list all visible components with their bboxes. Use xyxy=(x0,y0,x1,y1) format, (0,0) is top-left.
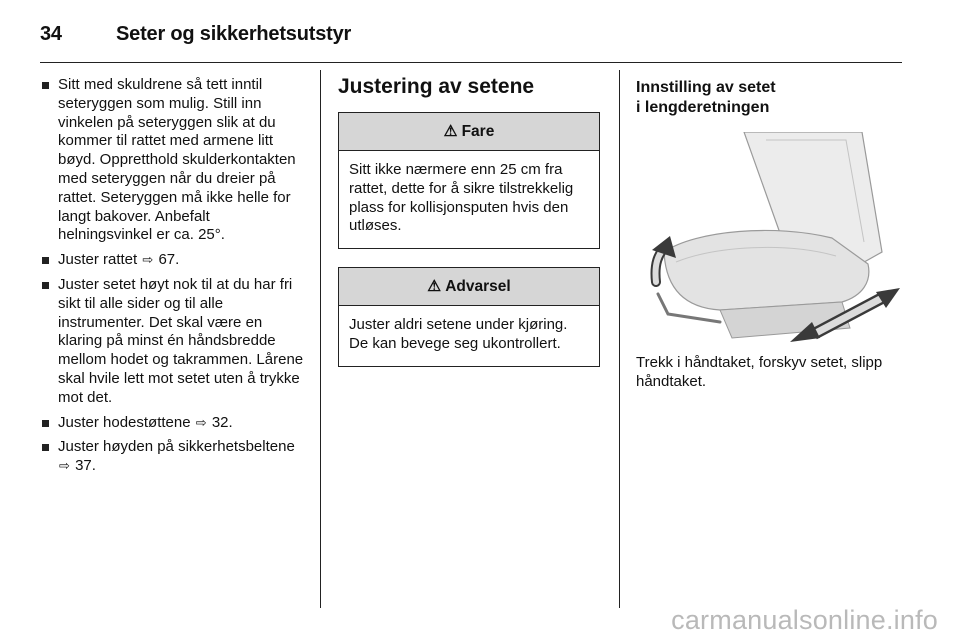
danger-notice-header xyxy=(339,113,599,151)
danger-notice xyxy=(338,112,600,249)
right-column xyxy=(636,78,902,392)
subsection-title xyxy=(636,78,902,118)
column-divider-right xyxy=(619,70,620,608)
list-item xyxy=(40,276,306,408)
list-item-text: Juster setet høyt nok til at du har fri sikt til alle sider og til alle instrumenter. Det skal være en klaring på minst én håndsbredde mellom hodet og takrammen. Lårene skal hvile lett mot setet uten å trykke mot det. xyxy=(58,275,304,406)
page-reference-arrow-icon: ⇨ xyxy=(142,252,154,268)
page-reference-link[interactable]: 67. xyxy=(158,251,180,269)
list-item-text: Juster hodestøttene xyxy=(58,413,191,431)
list-item-text: Juster rattet xyxy=(58,251,138,269)
danger-label: Fare xyxy=(461,122,495,140)
column-divider-left xyxy=(320,70,321,608)
list-item xyxy=(40,438,306,476)
page-reference-arrow-icon: ⇨ xyxy=(59,458,70,474)
section-title: Justering av setene xyxy=(338,75,535,98)
warning-triangle-icon: ⚠ xyxy=(427,278,442,296)
list-item xyxy=(40,76,306,245)
list-item xyxy=(40,251,306,270)
subsection-title-line2: i lengderetningen xyxy=(636,99,770,116)
caution-notice-header xyxy=(339,268,599,306)
list-item-text: Sitt med skuldrene så tett inntil seteryggen som mulig. Still inn vinkelen på seteryggen slik at du kommer til rattet med armene litt bøyd. Oppretthold skulderkontakten med seteryggen når du dreier på rattet. Seteryggen må ikke helle for langt bakover. Anbefalt helningsvinkel er ca. 25°. xyxy=(58,76,296,244)
warning-triangle-icon: ⚠ xyxy=(443,123,458,140)
list-item-text: Juster høyden på sikkerhetsbeltene xyxy=(58,438,295,456)
page-header xyxy=(40,18,351,50)
list-item xyxy=(40,414,306,433)
chapter-title: Seter og sikkerhetsutstyr xyxy=(116,22,352,45)
caution-notice xyxy=(338,267,600,367)
caution-text: Juster aldri setene under kjøring. De kan bevege seg ukontrollert. xyxy=(349,316,568,352)
middle-column xyxy=(338,74,600,385)
page-reference-link[interactable]: 37. xyxy=(75,457,96,475)
page-reference-arrow-icon: ⇨ xyxy=(195,414,207,430)
caution-label: Advarsel xyxy=(445,277,511,295)
site-watermark: carmanualsonline.info xyxy=(671,605,938,635)
header-divider xyxy=(40,62,902,63)
adjustment-checklist xyxy=(40,76,306,476)
page-reference-link[interactable]: 32. xyxy=(211,413,233,431)
page-number: 34 xyxy=(40,22,62,45)
instruction-text: Trekk i håndtaket, forskyv setet, slipp håndtaket. xyxy=(636,354,883,390)
danger-text: Sitt ikke nærmere enn 25 cm fra rattet, dette for å sikre tilstrekkelig plass for kollisjonsputen hvis den utløses. xyxy=(349,161,574,235)
left-column xyxy=(40,76,306,482)
subsection-title-line1: Innstilling av setet xyxy=(636,79,776,96)
seat-adjustment-illustration xyxy=(636,132,900,342)
